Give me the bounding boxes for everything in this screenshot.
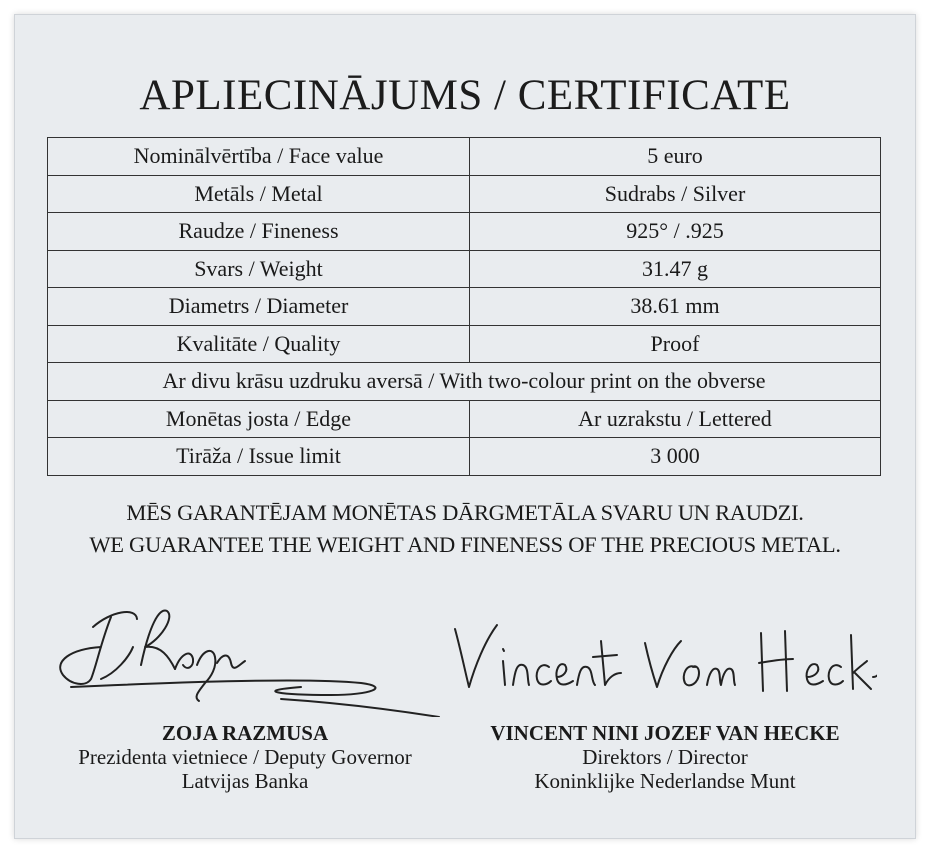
certificate-card [14, 14, 916, 839]
row-value: 925° / .925 [470, 213, 881, 251]
row-label: Monētas josta / Edge [48, 400, 470, 438]
guarantee-statement [15, 497, 915, 561]
row-value: 31.47 g [470, 250, 881, 288]
signer-role: Direktors / Director [582, 745, 748, 769]
row-label: Tirāža / Issue limit [48, 438, 470, 476]
table-row [48, 213, 881, 251]
signer-org: Koninklijke Nederlandse Munt [534, 769, 796, 793]
row-label: Kvalitāte / Quality [48, 325, 470, 363]
table-row [48, 325, 881, 363]
row-label: Metāls / Metal [48, 175, 470, 213]
table-row [48, 400, 881, 438]
signer-name: ZOJA RAZMUSA [161, 721, 329, 745]
row-value: Ar uzrakstu / Lettered [470, 400, 881, 438]
row-label: Svars / Weight [48, 250, 470, 288]
table-row [48, 288, 881, 326]
table-row [48, 175, 881, 213]
signer-right [455, 721, 875, 793]
table-row-full [48, 363, 881, 401]
print-note: Ar divu krāsu uzdruku aversā / With two-colour print on the obverse [48, 363, 881, 401]
row-value: Proof [470, 325, 881, 363]
specs-table [47, 137, 881, 476]
row-label: Raudze / Fineness [48, 213, 470, 251]
guarantee-lv: MĒS GARANTĒJAM MONĒTAS DĀRGMETĀLA SVARU UN RAUDZI. [126, 500, 804, 525]
row-value: 38.61 mm [470, 288, 881, 326]
row-label: Nominālvērtība / Face value [48, 138, 470, 176]
signer-left [25, 721, 465, 793]
signature-razmusa [41, 587, 441, 717]
signer-role: Prezidenta vietniece / Deputy Governor [78, 745, 412, 769]
table-row [48, 438, 881, 476]
certificate-title: APLIECINĀJUMS / CERTIFICATE [139, 72, 791, 119]
signer-name: VINCENT NINI JOZEF VAN HECKE [490, 721, 840, 745]
guarantee-en: WE GUARANTEE THE WEIGHT AND FINENESS OF THE PRECIOUS METAL. [89, 532, 841, 557]
row-value: Sudrabs / Silver [470, 175, 881, 213]
row-value: 3 000 [470, 438, 881, 476]
signature-van-hecke [437, 611, 877, 701]
row-label: Diametrs / Diameter [48, 288, 470, 326]
row-value: 5 euro [470, 138, 881, 176]
table-row [48, 250, 881, 288]
signer-org: Latvijas Banka [181, 769, 309, 793]
table-row [48, 138, 881, 176]
